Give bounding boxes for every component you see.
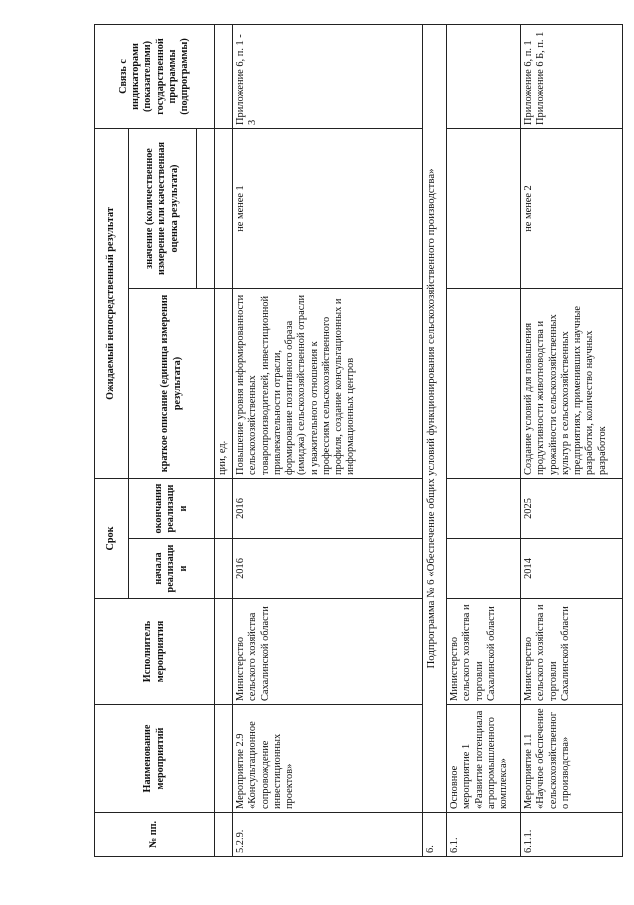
header-value-sub (197, 129, 215, 289)
prev-cell (215, 539, 233, 599)
prev-cell (215, 813, 233, 857)
prev-row-tail: ции, ед. (215, 289, 233, 479)
row-value: не менее 1 (233, 129, 423, 289)
row-name: Основное мероприятие 1 «Развитие потенциала агропромышленного комплекса» (447, 705, 521, 813)
row-start: 2014 (521, 539, 623, 599)
subprogram-title: Подпрограмма № 6 «Обеспечение общих условий функционирования сельскохозяйственного производства» (423, 25, 447, 813)
row-num: 6.1. (447, 813, 521, 857)
row-executor: Министерство сельского хозяйства и торговли Сахалинской области (521, 599, 623, 705)
table-row (447, 25, 521, 857)
row-executor: Министерство сельского хозяйства Сахалинской области (233, 599, 423, 705)
page-number (12, 0, 28, 400)
header-term: Срок (95, 479, 129, 599)
prev-cell (215, 479, 233, 539)
header-end: окончания реализации (129, 479, 215, 539)
row-link: Приложение 6, п. 1 - 3 (233, 25, 423, 129)
header-desc: краткое описание (единица измерения результата) (129, 289, 215, 479)
prev-cell (215, 705, 233, 813)
row-start: 2016 (233, 539, 423, 599)
header-result: Ожидаемый непосредственный результат (95, 129, 129, 479)
header-executor: Исполнитель мероприятия (95, 599, 215, 705)
row-end: 2016 (233, 479, 423, 539)
header-start: начала реализации (129, 539, 215, 599)
prev-cell (215, 25, 233, 129)
row-value: не менее 2 (521, 129, 623, 289)
header-name: Наименование мероприятий (95, 705, 215, 813)
header-link: Связь с индикаторами (показателями) государственной программы (подпрограммы) (95, 25, 215, 129)
row-start (447, 539, 521, 599)
row-name: Мероприятие 2.9 «Консультационное сопровождение инвестиционных проектов» (233, 705, 423, 813)
table-row (233, 25, 423, 857)
row-desc (447, 289, 521, 479)
row-link (447, 25, 521, 129)
prev-cell (215, 129, 233, 289)
row-end (447, 479, 521, 539)
header-value: значение (количественное измерение или качественная оценка результата) (129, 129, 197, 289)
program-table (94, 24, 623, 857)
row-executor: Министерство сельского хозяйства и торговли Сахалинской области (447, 599, 521, 705)
row-name: Мероприятие 1.1 «Научное обеспечение сельскохозяйственного производства» (521, 705, 623, 813)
table-row (521, 25, 623, 857)
prev-cell (215, 599, 233, 705)
row-num: 6.1.1. (521, 813, 623, 857)
rotated-table-container (94, 25, 634, 857)
row-value (447, 129, 521, 289)
subprogram-row (423, 25, 447, 857)
header-num: № пп. (95, 813, 215, 857)
row-link: Приложение 6, п. 1 Приложение 6 Б, п. 1 (521, 25, 623, 129)
row-desc: Создание условий для повышения продуктивности животноводства и урожайности сельскохозяйственных культур в сельскохозяйственных предприятиях, применивших научные разработки, количество научных разработок (521, 289, 623, 479)
row-num: 5.2.9. (233, 813, 423, 857)
row-end: 2025 (521, 479, 623, 539)
row-desc: Повышение уровня информированности сельскохозяйственных товаропроизводителей, инвестиционной привлекательности отрасли, формирование позитивного образа (имиджа) сельскохозяйственной отрасли и уважительного отношения к профессиям сельскохозяйственного профиля, создание консультационных и информационных центров (233, 289, 423, 479)
subprogram-num: 6. (423, 813, 447, 857)
